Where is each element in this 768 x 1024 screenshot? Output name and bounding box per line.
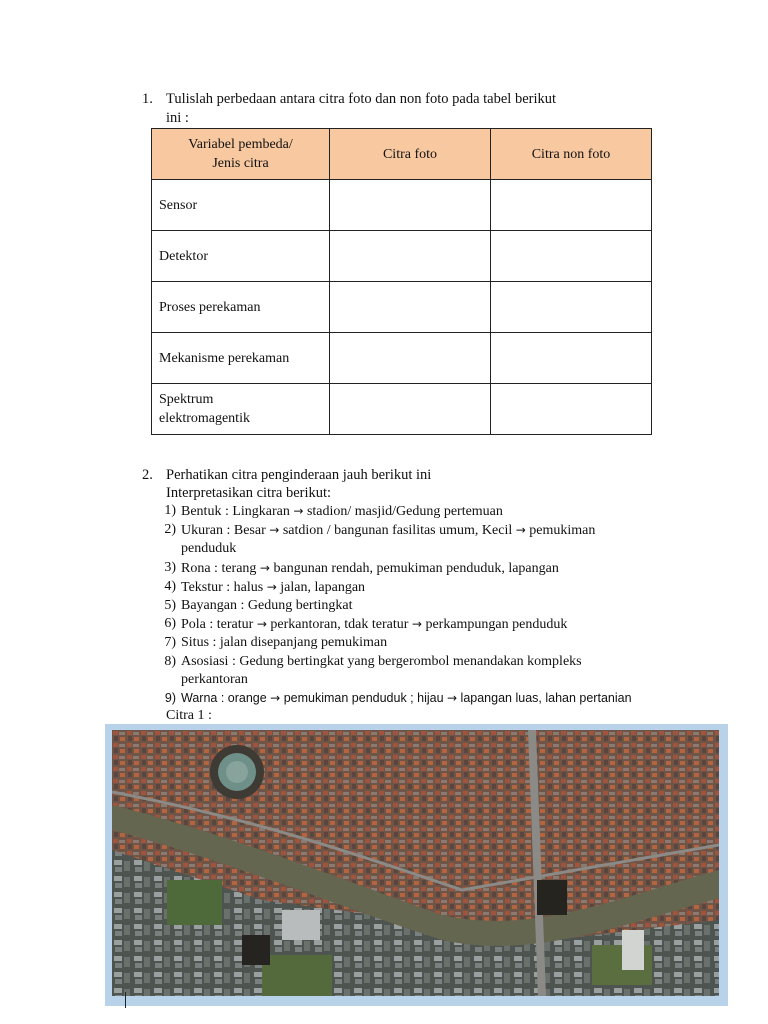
list-item: 9) Warna : orange → pemukiman penduduk ; hijau → lapangan luas, lahan pertanian: [164, 691, 632, 706]
q2-instruction: Perhatikan citra penginderaan jauh berikut ini: [166, 467, 432, 483]
cell-citra-non-foto[interactable]: [491, 333, 652, 384]
list-item: 2) Ukuran : Besar → satdion / bangunan fasilitas umum, Kecil → pemukiman penduduk: [164, 522, 596, 557]
table-header-row: [152, 129, 652, 180]
q1-instruction-cont: ini :: [166, 110, 189, 126]
row-label: Proses perekaman: [152, 282, 330, 333]
image-caption: Citra 1 :: [166, 708, 212, 724]
interpretation-list: [142, 502, 682, 725]
cell-citra-non-foto[interactable]: [491, 384, 652, 435]
cell-citra-foto[interactable]: [330, 384, 491, 435]
list-item: 6) Pola : teratur → perkantoran, tdak teratur → perkampungan penduduk: [164, 616, 568, 633]
arrow-icon: →: [411, 617, 422, 632]
cell-citra-foto[interactable]: [330, 231, 491, 282]
text-cursor: [125, 992, 126, 1008]
arrow-icon: →: [269, 523, 280, 538]
arrow-icon: →: [447, 691, 458, 706]
satellite-image: [112, 730, 719, 996]
cell-citra-non-foto[interactable]: [491, 231, 652, 282]
header-variable: Variabel pembeda/ Jenis citra: [152, 129, 330, 180]
list-item: 1) Bentuk : Lingkaran → stadion/ masjid/Gedung pertemuan: [164, 503, 503, 519]
header-citra-non-foto: Citra non foto: [491, 129, 652, 180]
arrow-icon: →: [293, 504, 304, 518]
arrow-icon: →: [256, 617, 267, 632]
row-label: Mekanisme perekaman: [152, 333, 330, 384]
cell-citra-foto[interactable]: [330, 282, 491, 333]
list-item: 7) Situs : jalan disepanjang pemukiman: [164, 635, 388, 651]
arrow-icon: →: [515, 523, 526, 538]
list-item: 8) Asosiasi : Gedung bertingkat yang bergerombol menandakan kompleks perkantoran: [164, 653, 582, 687]
comparison-table: [151, 128, 652, 435]
list-item: 3) Rona : terang → bangunan rendah, pemukiman penduduk, lapangan: [164, 559, 559, 576]
q2-number: 2.: [142, 467, 153, 483]
cell-citra-foto[interactable]: [330, 333, 491, 384]
table-row: [152, 282, 652, 333]
table-row: [152, 180, 652, 231]
arrow-icon: →: [270, 691, 281, 706]
cell-citra-non-foto[interactable]: [491, 282, 652, 333]
table-row: [152, 231, 652, 282]
table-row: [152, 333, 652, 384]
arrow-icon: →: [259, 560, 270, 575]
row-label: Detektor: [152, 231, 330, 282]
cell-citra-non-foto[interactable]: [491, 180, 652, 231]
list-item: 5) Bayangan : Gedung bertingkat: [164, 598, 353, 614]
table-row: [152, 384, 652, 435]
q1-number: 1.: [142, 91, 153, 107]
q2-instruction-cont: Interpretasikan citra berikut:: [166, 485, 332, 501]
row-label: Sensor: [152, 180, 330, 231]
list-item: 4) Tekstur : halus → jalan, lapangan: [164, 578, 366, 595]
header-citra-foto: Citra foto: [330, 129, 491, 180]
q1-instruction: Tulislah perbedaan antara citra foto dan non foto pada tabel berikut: [166, 91, 557, 107]
cell-citra-foto[interactable]: [330, 180, 491, 231]
row-label: Spektrum elektromagentik: [152, 384, 330, 435]
arrow-icon: →: [266, 579, 277, 594]
